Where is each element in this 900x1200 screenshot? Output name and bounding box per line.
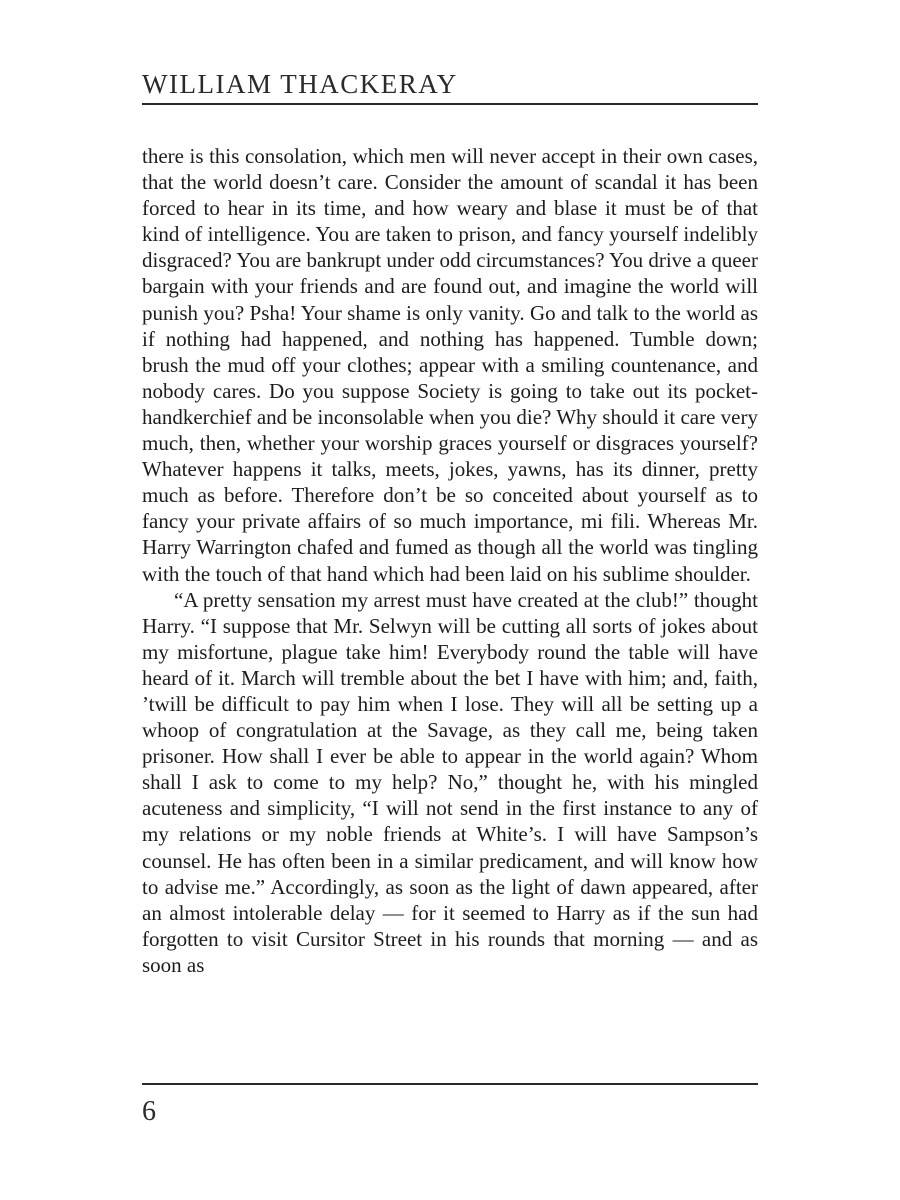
- running-head-title: WILLIAM THACKERAY: [142, 69, 458, 99]
- paragraph-continued: there is this consolation, which men will never accept in their own cases, that the world doesn’t care. Consider the amount of scandal it has been forced to hear in its time, and how weary and blase it must be of that kind of intelligence. You are taken to prison, and fancy yourself indelibly disgraced? You are bankrupt under odd circumstances? You drive a queer bargain with your friends and are found out, and imagine the world will punish you? Psha! Your shame is only vanity. Go and talk to the world as if nothing had happened, and nothing has happened. Tumble down; brush the mud off your clothes; appear with a smiling countenance, and nobody cares. Do you suppose Society is going to take out its pocket-handkerchief and be inconsolable when you die? Why should it care very much, then, whether your worship graces yourself or disgraces yourself? Whatever happens it talks, meets, jokes, yawns, has its dinner, pretty much as before. Therefore don’t be so conceited about yourself as to fancy your private affairs of so much importance, mi fili. Whereas Mr. Harry Warrington chafed and fumed as though all the world was tingling with the touch of that hand which had been laid on his sublime shoulder.: [142, 144, 758, 586]
- paragraph: “A pretty sensation my arrest must have created at the club!” thought Harry. “I suppose that Mr. Selwyn will be cutting all sorts of jokes about my misfortune, plague take him! Everybody round the table will have heard of it. March will tremble about the bet I have with him; and, faith, ’twill be difficult to pay him when I lose. They will all be setting up a whoop of congratulation at the Savage, as they call me, being taken prisoner. How shall I ever be able to appear in the world again? Whom shall I ask to come to my help? No,” thought he, with his mingled acuteness and simplicity, “I will not send in the first instance to any of my relations or my noble friends at White’s. I will have Sampson’s counsel. He has often been in a similar predicament, and will know how to advise me.” Accordingly, as soon as the light of dawn appeared, after an almost intolerable delay — for it seemed to Harry as if the sun had forgotten to visit Cursitor Street in his rounds that morning — and as soon as: [142, 587, 758, 977]
- footer-rule: [142, 1083, 758, 1085]
- page-number: 6: [142, 1096, 156, 1127]
- header-rule: [142, 103, 758, 105]
- body-text: [142, 143, 758, 978]
